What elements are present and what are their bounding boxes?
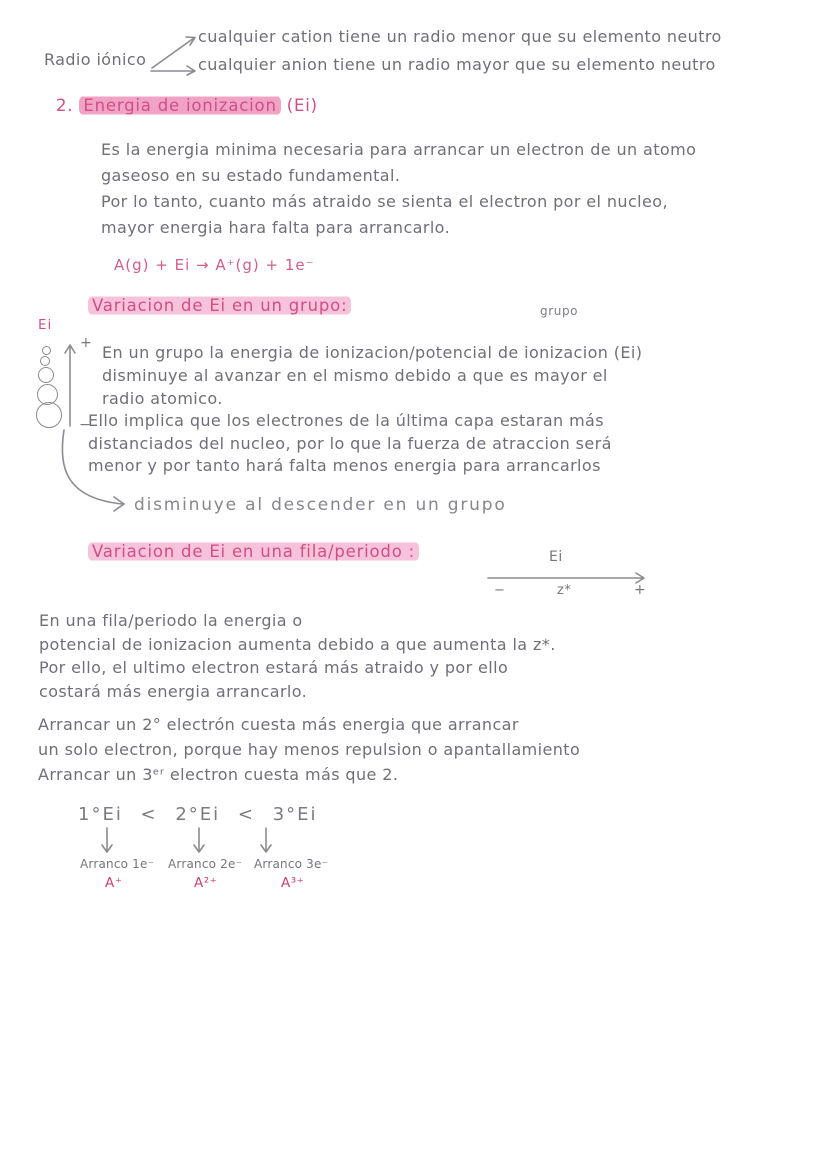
definition-line: Por lo tanto, cuanto más atraido se sienta el electron por el nucleo, — [101, 192, 668, 211]
group-variation-heading-text: Variacion de Ei en un grupo: — [88, 295, 351, 316]
cation-rule-line: cualquier cation tiene un radio menor que su elemento neutro — [198, 27, 722, 46]
fork-arrow-icon — [148, 28, 200, 76]
period-paragraph-line: costará más energia arrancarlo. — [39, 681, 308, 701]
period-paragraph-line: En una fila/periodo la energia o — [39, 611, 303, 630]
group-paragraph-1 — [102, 341, 642, 410]
down-arrow-icon — [100, 826, 114, 858]
group-paragraph-line: Ello implica que los electrones de la última capa estaran más — [88, 411, 604, 430]
definition-paragraph — [101, 137, 696, 241]
group-axis-plus: + — [80, 335, 93, 351]
down-arrow-icon — [192, 826, 206, 858]
definition-line: mayor energia hara falta para arrancarlo. — [101, 218, 451, 237]
section-title: Energia de ionizacion — [79, 95, 280, 116]
successive-paragraph — [38, 712, 580, 787]
group-variation-heading — [88, 296, 351, 315]
down-arrow-icon — [259, 826, 273, 858]
definition-line: gaseoso en su estado fundamental. — [101, 166, 401, 185]
successive-paragraph-line: Arrancar un 2° electrón cuesta más energia que arrancar — [38, 715, 519, 734]
period-paragraph-line: Por ello, el ultimo electron estará más atraido y por ello — [39, 658, 509, 677]
group-paragraph-line: distanciados del nucleo, por lo que la fuerza de atraccion será — [88, 433, 612, 453]
up-arrow-icon — [62, 340, 78, 430]
group-axis-minus: − — [79, 417, 92, 433]
ei-comparison: 1°Ei < 2°Ei < 3°Ei — [78, 804, 318, 825]
group-paragraph-line: radio atomico. — [102, 389, 223, 408]
ion-label: A³⁺ — [281, 875, 305, 891]
group-paragraph-line: En un grupo la energia de ionizacion/potencial de ionizacion (Ei) — [102, 343, 643, 362]
section-heading — [56, 96, 318, 115]
group-paragraph-line: disminuye al avanzar en el mismo debido a que es mayor el — [102, 366, 608, 385]
period-axis-zstar: z* — [557, 583, 572, 598]
atom-size-circle — [38, 367, 54, 383]
section-number: 2. — [56, 96, 74, 115]
anion-rule-line: cualquier anion tiene un radio mayor que su elemento neutro — [198, 55, 716, 74]
atom-size-circle — [36, 402, 62, 428]
ion-label: A²⁺ — [194, 875, 218, 891]
period-paragraph-line: potencial de ionizacion aumenta debido a que aumenta la z*. — [39, 634, 556, 654]
radio-ionico-label: Radio iónico — [44, 50, 147, 69]
step-action-label: Arranco 3e⁻ — [254, 857, 329, 871]
period-paragraph — [39, 609, 556, 703]
step-action-label: Arranco 2e⁻ — [168, 857, 243, 871]
group-conclusion: disminuye al descender en un grupo — [134, 495, 507, 515]
successive-paragraph-line: un solo electron, porque hay menos repulsion o apantallamiento — [38, 740, 581, 759]
period-axis-plus: + — [634, 582, 647, 598]
period-variation-heading — [88, 542, 419, 561]
ionization-equation: A(g) + Ei → A⁺(g) + 1e⁻ — [114, 256, 315, 274]
section-title-suffix: (Ei) — [286, 96, 318, 115]
period-variation-heading-text: Variacion de Ei en una fila/periodo : — [88, 541, 419, 562]
successive-paragraph-line: Arrancar un 3ᵉʳ electron cuesta más que 2. — [38, 765, 399, 784]
atom-size-circle — [42, 346, 51, 355]
period-axis-title: Ei — [549, 549, 563, 565]
period-axis-minus: − — [494, 583, 506, 598]
group-side-note: grupo — [540, 304, 579, 318]
margin-ei-axis-label: Ei — [38, 317, 53, 333]
step-action-label: Arranco 1e⁻ — [80, 857, 155, 871]
curved-arrow-icon — [56, 428, 136, 518]
atom-size-circle — [40, 356, 50, 366]
definition-line: Es la energia minima necesaria para arrancar un electron de un atomo — [101, 140, 697, 159]
group-paragraph-2 — [88, 410, 612, 478]
group-paragraph-line: menor y por tanto hará falta menos energia para arrancarlos — [88, 456, 601, 475]
ion-label: A⁺ — [105, 875, 123, 891]
